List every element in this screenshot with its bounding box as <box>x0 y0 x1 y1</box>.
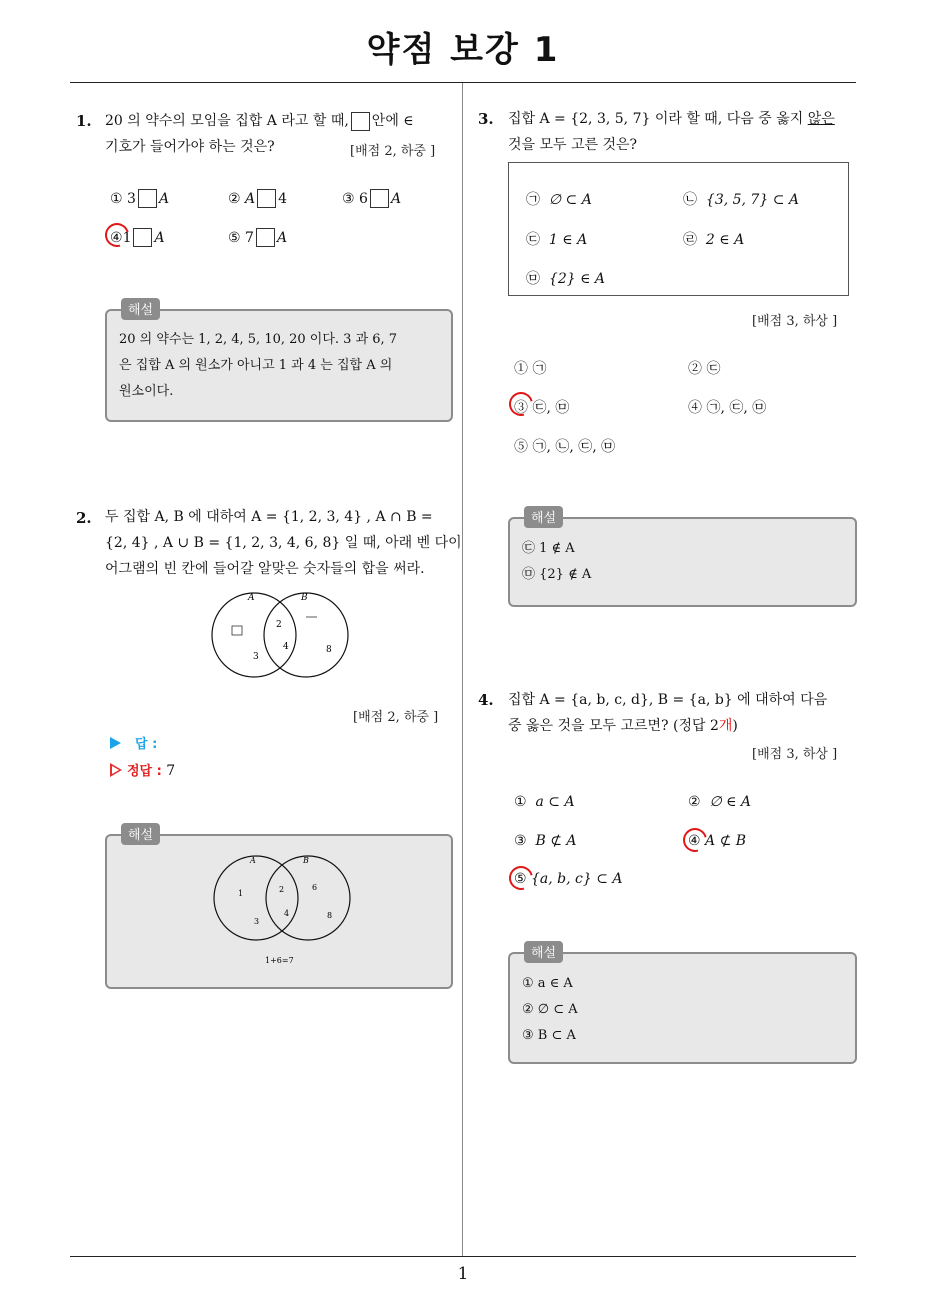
q2-correct-row: 정답 : 7 <box>110 760 175 779</box>
q4-text-line2: 중 옳은 것을 모두 고르면? (정답 2개) <box>508 718 738 734</box>
q3-meta: [배점 3, 하상 ] <box>752 314 838 329</box>
q3-solution-box <box>508 511 857 607</box>
header-rule <box>70 82 856 83</box>
q3-solution-line: ㉢ 1 ∉ A <box>522 541 575 556</box>
q1-solution-line: 은 집합 A 의 원소가 아니고 1 과 4 는 집합 A 의 <box>119 358 393 373</box>
q4-selected-mark-5 <box>505 862 538 895</box>
q2-number: 2. <box>76 509 92 527</box>
q3-solution-line: ㉤ {2} ∉ A <box>522 567 592 582</box>
answer-arrow-icon <box>110 737 121 749</box>
venn-label-b: B <box>301 593 308 603</box>
q3-statement-box <box>508 162 849 296</box>
q3-option-5[interactable]: ⑤ ㉠, ㉡, ㉢, ㉤ <box>514 439 616 455</box>
q4-solution-tag: 해설 <box>524 941 563 963</box>
q1-option-4[interactable]: ④1 A <box>110 230 165 246</box>
q1-option-2[interactable]: ② A 4 <box>228 191 288 207</box>
q1-option-5[interactable]: ⑤ 7 A <box>228 230 288 246</box>
svg-text:3: 3 <box>253 652 259 662</box>
q1-option-1[interactable]: ① 3 A <box>110 191 170 207</box>
q4-option-5[interactable]: ⑤ {a, b, c} ⊂ A <box>514 871 623 887</box>
svg-text:8: 8 <box>327 911 333 920</box>
q3-solution-tag: 해설 <box>524 506 563 528</box>
q2-meta: [배점 2, 하중 ] <box>353 710 439 725</box>
q1-solution-tag: 해설 <box>121 298 160 320</box>
q4-meta: [배점 3, 하상 ] <box>752 747 838 762</box>
svg-text:2: 2 <box>279 885 285 894</box>
q4-solution-line: ② ∅ ⊂ A <box>522 1002 578 1017</box>
correct-arrow-icon <box>110 763 122 777</box>
q3-option-2[interactable]: ② ㉢ <box>688 361 721 377</box>
q4-solution-line: ③ B ⊂ A <box>522 1028 576 1043</box>
q1-text-line1: 20 의 약수의 모임을 집합 A 라고 할 때, 안에 ∈ <box>105 113 414 129</box>
q3-option-1[interactable]: ① ㉠ <box>514 361 547 377</box>
q2-venn-diagram <box>200 586 360 686</box>
svg-text:A: A <box>250 856 256 865</box>
q3-statement: ㉡ {3, 5, 7} ⊂ A <box>683 192 799 208</box>
q1-meta: [배점 2, 하중 ] <box>350 144 436 159</box>
q4-option-1[interactable]: ① a ⊂ A <box>514 794 575 810</box>
page-title: 약점 보강 1 <box>366 30 560 70</box>
q2-solution-tag: 해설 <box>121 823 160 845</box>
q4-number: 4. <box>478 691 494 709</box>
q3-option-3[interactable]: ③ ㉢, ㉤ <box>514 400 570 416</box>
q4-text-line1: 집합 A = {a, b, c, d}, B = {a, b} 에 대하여 다음 <box>508 692 828 708</box>
footer-rule <box>70 1256 856 1257</box>
page-number: 1 <box>457 1264 469 1284</box>
svg-text:B: B <box>303 856 309 865</box>
q4-selected-mark-4 <box>679 824 712 857</box>
q4-option-3[interactable]: ③ B ⊄ A <box>514 833 577 849</box>
q3-statement: ㉢ 1 ∈ A <box>526 232 588 248</box>
q4-solution-line: ① a ∈ A <box>522 976 573 991</box>
svg-text:2: 2 <box>276 620 282 630</box>
venn-label-a: A <box>248 593 255 603</box>
q1-solution-box <box>105 303 453 422</box>
q1-number: 1. <box>76 112 92 130</box>
q4-solution-box <box>508 946 857 1064</box>
column-divider <box>462 83 463 1257</box>
q2-solution-box <box>105 828 453 989</box>
q3-text-line2: 것을 모두 고른 것은? <box>508 137 638 153</box>
q1-blank-box <box>351 112 370 131</box>
q3-statement: ㉤ {2} ∈ A <box>526 271 606 287</box>
q3-text-line1: 집합 A = {2, 3, 5, 7} 이라 할 때, 다음 중 옳지 않은 <box>508 111 835 127</box>
q3-statement: ㉠ ∅ ⊂ A <box>526 192 592 208</box>
q3-option-4[interactable]: ④ ㉠, ㉢, ㉤ <box>688 400 767 416</box>
q2-answer-row: 답 : <box>110 733 157 752</box>
svg-text:8: 8 <box>326 645 332 655</box>
q3-number: 3. <box>478 110 494 128</box>
q2-text: 두 집합 A, B 에 대하여 A = {1, 2, 3, 4} , A ∩ B = {2, 4} , A ∪ B = {1, 2, 3, 4, 6, 8} 일 때, 아래 벤 다이 어그램의 빈 칸에 들어갈 알맞은 숫자들의 합을 써라. <box>105 509 462 577</box>
q1-solution-line: 원소이다. <box>119 384 174 399</box>
q4-option-4[interactable]: ④ A ⊄ B <box>688 833 747 849</box>
svg-text:3: 3 <box>254 917 260 926</box>
q1-option-3[interactable]: ③ 6 A <box>342 191 402 207</box>
svg-text:1+6=7: 1+6=7 <box>265 956 294 965</box>
q4-option-2[interactable]: ② ∅ ∈ A <box>688 794 752 810</box>
q2-solution-venn <box>202 850 362 970</box>
svg-text:6: 6 <box>312 883 318 892</box>
svg-text:4: 4 <box>284 909 290 918</box>
venn-blank-a <box>232 626 242 635</box>
q1-text-line2: 기호가 들어가야 하는 것은? <box>105 139 275 155</box>
svg-text:1: 1 <box>238 889 244 898</box>
q3-statement: ㉣ 2 ∈ A <box>683 232 745 248</box>
q1-solution-line: 20 의 약수는 1, 2, 4, 5, 10, 20 이다. 3 과 6, 7 <box>119 332 398 347</box>
svg-text:4: 4 <box>283 642 289 652</box>
